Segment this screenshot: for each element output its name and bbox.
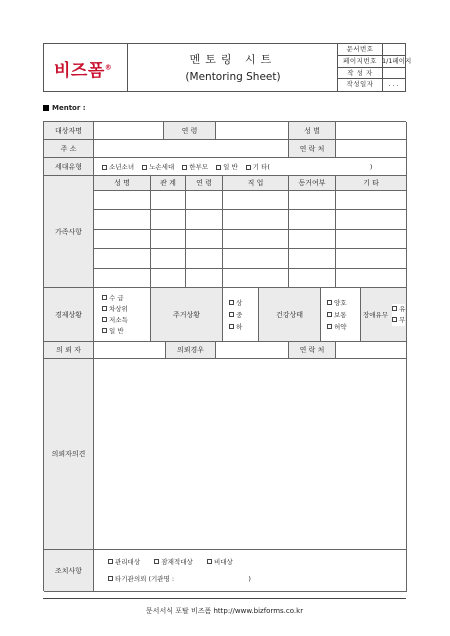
option-label: 허약 <box>334 322 347 331</box>
family-cell[interactable] <box>151 269 186 288</box>
family-cell[interactable] <box>336 230 407 249</box>
checkbox-icon <box>229 312 234 317</box>
label-disability: 장애유무 <box>363 311 389 319</box>
checkbox-icon <box>229 300 234 305</box>
option-disability-no[interactable] <box>392 315 405 326</box>
meta-value[interactable] <box>382 44 405 55</box>
option-label: 소년소녀 <box>109 163 135 171</box>
family-cell[interactable] <box>223 269 289 288</box>
option-action-managed[interactable] <box>108 558 140 566</box>
meta-row-doc-number <box>338 44 405 56</box>
family-cell[interactable] <box>223 230 289 249</box>
square-bullet-icon <box>43 105 49 111</box>
family-cell[interactable] <box>94 230 151 249</box>
disability-options <box>392 304 405 326</box>
checkbox-icon <box>216 165 221 170</box>
family-cell[interactable] <box>186 269 223 288</box>
option-household-youth[interactable] <box>102 162 134 171</box>
label-age: 연 령 <box>164 122 216 140</box>
checkbox-icon <box>246 165 251 170</box>
checkbox-icon <box>154 559 159 564</box>
option-housing-mid[interactable] <box>229 309 242 321</box>
family-cell[interactable] <box>336 249 407 268</box>
footer-divider <box>43 598 406 599</box>
option-action-non-target[interactable] <box>207 558 233 566</box>
option-economy-near-poverty[interactable] <box>102 304 128 315</box>
option-action-potential[interactable] <box>154 558 192 566</box>
action-options-row-2 <box>108 571 251 588</box>
option-housing-high[interactable] <box>229 297 242 309</box>
age-field[interactable] <box>216 122 289 140</box>
family-cell[interactable] <box>186 191 223 210</box>
option-economy-general[interactable] <box>102 326 124 337</box>
requester-opinion-field[interactable] <box>94 359 407 550</box>
checkbox-icon <box>327 312 332 317</box>
checkbox-icon <box>182 165 187 170</box>
family-cell[interactable] <box>223 191 289 210</box>
family-cell[interactable] <box>186 249 223 268</box>
checkbox-icon <box>102 295 107 300</box>
meta-value[interactable]: . . . <box>388 80 399 89</box>
page-subtitle: (Mentoring Sheet) <box>185 71 281 83</box>
option-label: 타기관의뢰 (기관명 : <box>115 574 175 583</box>
meta-label: 페이지번호 <box>338 56 383 67</box>
economy-options <box>94 288 151 342</box>
checkbox-icon <box>102 317 107 322</box>
option-household-single-parent[interactable] <box>182 162 208 171</box>
mentor-section-label <box>43 104 86 112</box>
checkbox-icon <box>207 559 212 564</box>
housing-options <box>223 288 259 342</box>
option-label: 양호 <box>334 298 347 307</box>
family-cell[interactable] <box>151 230 186 249</box>
family-cell[interactable] <box>289 230 336 249</box>
family-header-cohabitation: 동거여부 <box>289 176 336 191</box>
option-household-elderly-grandchild[interactable] <box>142 162 174 171</box>
option-label: 잠재적대상 <box>161 557 193 566</box>
checkbox-icon <box>108 576 113 581</box>
family-cell[interactable] <box>94 269 151 288</box>
label-address: 주 소 <box>44 140 94 158</box>
address-field[interactable] <box>94 140 289 158</box>
option-label: 무 <box>399 315 406 324</box>
label-family: 가족사항 <box>44 176 94 288</box>
option-label: 하 <box>236 322 243 331</box>
meta-label: 작성일자 <box>338 79 383 91</box>
family-cell[interactable] <box>336 210 407 229</box>
checkbox-icon <box>102 165 107 170</box>
option-label: 상 <box>236 298 243 307</box>
family-header-other: 기 타 <box>336 176 407 191</box>
option-label: 관리대상 <box>115 557 141 566</box>
label-action: 조치사항 <box>44 550 94 592</box>
label-requester: 의 뢰 자 <box>44 342 94 359</box>
option-label: 저소득 <box>109 315 128 324</box>
requester-contact-field[interactable] <box>336 342 407 359</box>
family-header-name: 성 명 <box>94 176 151 191</box>
option-label: 기 타( <box>252 163 270 171</box>
option-disability-yes[interactable] <box>392 304 405 315</box>
family-cell[interactable] <box>151 249 186 268</box>
label-household-type: 세대유형 <box>44 158 94 176</box>
option-action-refer-other[interactable] <box>108 575 174 583</box>
disability-cell <box>361 288 407 342</box>
family-cell[interactable] <box>289 249 336 268</box>
meta-label: 문서번호 <box>338 44 383 55</box>
logo-text: 비즈폼 <box>54 61 105 81</box>
meta-row-page-number <box>338 56 412 68</box>
checkbox-icon <box>108 559 113 564</box>
option-label: 일 반 <box>109 326 124 335</box>
label-name: 대상자명 <box>44 122 94 140</box>
option-label: 비대상 <box>214 557 233 566</box>
option-housing-low[interactable] <box>229 321 242 333</box>
checkbox-icon <box>392 306 397 311</box>
checkbox-icon <box>102 328 107 333</box>
refer-close-paren: ) <box>248 574 251 583</box>
option-economy-basic-aid[interactable] <box>102 293 124 304</box>
option-household-general[interactable] <box>216 162 238 171</box>
checkbox-icon <box>102 306 107 311</box>
option-label: 한부모 <box>189 163 209 171</box>
family-cell[interactable] <box>151 191 186 210</box>
family-header-job: 직 업 <box>223 176 289 191</box>
request-path-field[interactable] <box>216 342 289 359</box>
meta-label: 작 성 자 <box>338 68 383 79</box>
option-health-good[interactable] <box>327 297 347 309</box>
checkbox-icon <box>327 324 332 329</box>
family-cell[interactable] <box>336 269 407 288</box>
family-cell[interactable] <box>289 210 336 229</box>
meta-row-date <box>338 79 405 91</box>
logo-cell <box>44 44 128 91</box>
option-health-weak[interactable] <box>327 321 347 333</box>
household-type-options <box>94 158 407 176</box>
label-contact: 연 락 처 <box>289 140 336 158</box>
checkbox-icon <box>327 300 332 305</box>
option-health-normal[interactable] <box>327 309 347 321</box>
option-label: 보통 <box>334 310 347 319</box>
mentor-label-text: Mentor : <box>52 104 86 112</box>
option-label: 차상위 <box>109 304 128 313</box>
name-field[interactable] <box>94 122 164 140</box>
title-cell <box>128 44 338 91</box>
health-options <box>321 288 361 342</box>
label-housing: 주거상황 <box>151 288 223 342</box>
family-cell[interactable] <box>186 210 223 229</box>
meta-value: 1/1페이지 <box>382 56 412 65</box>
meta-value[interactable] <box>382 68 405 79</box>
label-requester-contact: 연 락 처 <box>289 342 336 359</box>
logo <box>54 56 112 81</box>
label-gender: 성 별 <box>289 122 336 140</box>
document-header <box>43 43 412 92</box>
option-household-other[interactable] <box>246 162 270 171</box>
label-health: 건강상태 <box>259 288 321 342</box>
logo-registered-mark: ® <box>104 63 113 72</box>
option-label: 수 급 <box>109 293 124 302</box>
family-cell[interactable] <box>151 210 186 229</box>
option-label: 노손세대 <box>149 163 175 171</box>
family-header-age: 연 령 <box>186 176 223 191</box>
meta-row-author <box>338 68 405 80</box>
family-cell[interactable] <box>94 249 151 268</box>
mentoring-form <box>43 121 406 591</box>
family-cell[interactable] <box>186 230 223 249</box>
footer-text: 문서서식 포탈 비즈폼 http://www.bizforms.co.kr <box>145 607 304 615</box>
action-options-row-1 <box>108 554 233 571</box>
action-options <box>94 550 407 592</box>
label-economy: 경제상황 <box>44 288 94 342</box>
option-label: 중 <box>236 310 243 319</box>
option-label: 일 반 <box>223 163 238 171</box>
requester-field[interactable] <box>94 342 166 359</box>
family-cell[interactable] <box>223 249 289 268</box>
family-cell[interactable] <box>94 191 151 210</box>
gender-field[interactable] <box>336 122 407 140</box>
contact-field[interactable] <box>336 140 407 158</box>
family-cell[interactable] <box>289 191 336 210</box>
family-cell[interactable] <box>289 269 336 288</box>
family-cell[interactable] <box>336 191 407 210</box>
label-request-path: 의뢰경우 <box>166 342 216 359</box>
checkbox-icon <box>392 317 397 322</box>
option-economy-low-income[interactable] <box>102 315 128 326</box>
checkbox-icon <box>142 165 147 170</box>
family-header-relation: 관 계 <box>151 176 186 191</box>
page-title: 멘토링 시트 <box>189 53 277 66</box>
other-close-paren: ) <box>369 162 373 171</box>
option-label: 유 <box>399 304 406 313</box>
checkbox-icon <box>229 324 234 329</box>
family-cell[interactable] <box>223 210 289 229</box>
family-cell[interactable] <box>94 210 151 229</box>
label-requester-opinion: 의뢰자의견 <box>44 359 94 550</box>
